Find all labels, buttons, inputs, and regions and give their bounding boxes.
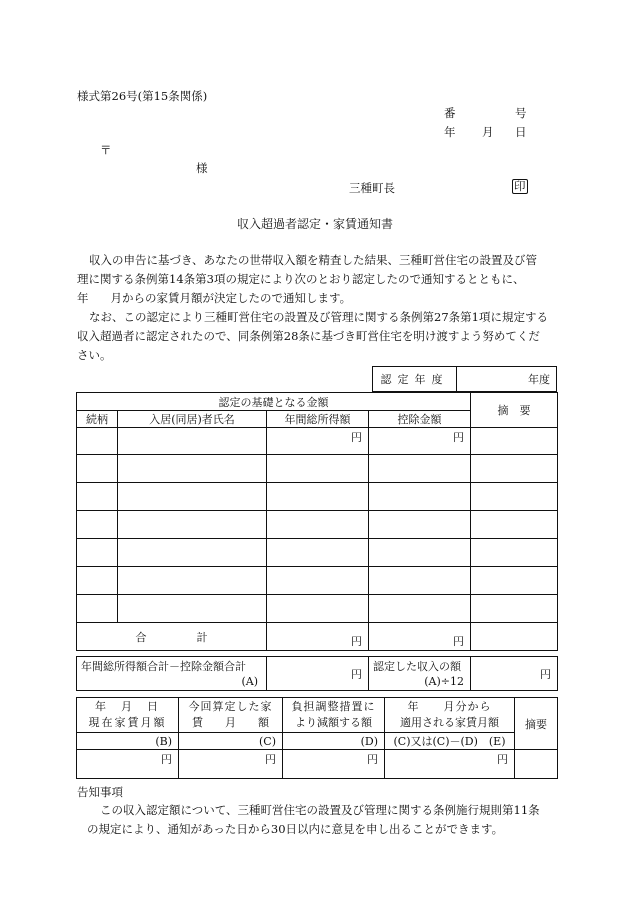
rent-col1-header <box>77 698 179 733</box>
calc-a-code: (A) <box>241 674 258 688</box>
total-deduction-yen: 円 <box>369 623 471 651</box>
p1-line2: 理に関する条例第14条第3項の規定により次のとおり認定したので通知するとともに、 <box>77 272 525 286</box>
p1-line1: 収入の申告に基づき、あなたの世帯収入額を精査した結果、三種町営住宅の設置及び管 <box>89 253 538 267</box>
rent-e-yen: 円 <box>385 750 515 779</box>
date-month: 月 <box>482 125 494 139</box>
p1-rest: 月からの家賃月額が決定したので通知します。 <box>110 291 352 305</box>
p2-line3: さい。 <box>77 348 112 362</box>
rent-col3-l1: 負担調整措置に <box>291 700 376 713</box>
p1-year: 年 <box>77 291 89 305</box>
total-income-yen: 円 <box>267 623 369 651</box>
table-row <box>77 511 558 539</box>
notice-heading: 告知事項 <box>77 785 123 799</box>
rent-remarks-header: 摘要 <box>515 698 558 750</box>
number-suffix: 号 <box>515 106 527 120</box>
rent-col2-header <box>179 698 283 733</box>
body-paragraphs <box>77 251 559 365</box>
cert-year-label: 認定年度 <box>373 367 457 392</box>
rent-col4-l1: 年 月分から <box>407 700 492 713</box>
document-title: 収入超過者認定・家賃通知書 <box>236 217 393 231</box>
number-label: 番 <box>444 106 456 120</box>
addressee-suffix: 様 <box>196 161 208 175</box>
table-row <box>77 567 558 595</box>
seal-text: 印 <box>514 179 526 193</box>
rent-col3-l2: より減額する額 <box>295 716 372 729</box>
rent-table <box>76 697 558 779</box>
rent-col4-l2: 適用される家賃月額 <box>400 716 499 729</box>
seal-mark <box>512 179 528 194</box>
remarks-header: 摘 要 <box>471 393 558 428</box>
p2-line2: 収入超過者に認定されたので、同条例第28条に基づき町営住宅を明け渡すよう努めてくだ <box>77 329 540 343</box>
calc-a-line1: 年間総所得額合計－控除金額合計 <box>81 659 246 673</box>
date-year: 年 <box>444 125 456 139</box>
rent-col2-l2: 賃 月 額 <box>192 716 269 729</box>
calc-a-yen: 円 <box>267 657 369 691</box>
rent-c-yen: 円 <box>179 750 283 779</box>
rent-col1-l2: 現在家賃月額 <box>88 716 167 729</box>
table-row <box>77 595 558 623</box>
p2-line1: なお、この認定により三種町営住宅の設置及び管理に関する条例第27条第1項に規定する <box>89 310 548 324</box>
sender-name: 三種町長 <box>349 181 395 195</box>
rent-col4-header <box>385 698 515 733</box>
calc-b-label <box>369 657 471 691</box>
rent-code-d: (D) <box>283 733 385 750</box>
notice-line1: この収入認定額について、三種町営住宅の設置及び管理に関する条例施行規則第11条 <box>100 803 540 817</box>
col-name: 入居(同居)者氏名 <box>118 411 267 428</box>
calc-b-line1: 認定した収入の額 <box>373 659 461 673</box>
calc-a-label <box>77 657 267 691</box>
rent-col2-l1: 今回算定した家 <box>188 700 273 713</box>
notice-line2: の規定により、通知があった日から30日以内に意見を申し出ることができます。 <box>87 822 504 836</box>
table-row <box>77 539 558 567</box>
total-row <box>77 623 558 651</box>
cert-year-table <box>372 366 557 392</box>
table-row <box>77 455 558 483</box>
yen-unit: 円 <box>267 428 369 455</box>
income-table <box>76 392 558 651</box>
notice-body <box>77 801 567 839</box>
calc-b-yen: 円 <box>471 657 558 691</box>
rent-code-c: (C) <box>179 733 283 750</box>
p1-line3 <box>77 289 559 308</box>
table-row <box>77 483 558 511</box>
income-group-header: 認定の基礎となる金額 <box>77 393 471 411</box>
postal-mark: 〒 <box>100 143 112 157</box>
table-row <box>77 750 558 779</box>
cert-year-value: 年度 <box>457 367 557 392</box>
rent-b-yen: 円 <box>77 750 179 779</box>
rent-col1-l1: 年 月 日 <box>95 700 160 713</box>
col-relation: 続柄 <box>77 411 118 428</box>
rent-code-b: (B) <box>77 733 179 750</box>
total-label <box>77 623 267 651</box>
date-day: 日 <box>515 125 527 139</box>
calc-b-code: (A)÷12 <box>424 674 464 688</box>
total-label-2: 計 <box>196 630 208 644</box>
rent-code-e: (C)又は(C)－(D) (E) <box>385 733 515 750</box>
total-label-1: 合 <box>135 630 147 644</box>
col-income: 年間総所得額 <box>267 411 369 428</box>
rent-d-yen: 円 <box>283 750 385 779</box>
table-row <box>77 428 558 455</box>
calc-table <box>76 656 558 691</box>
yen-unit: 円 <box>369 428 471 455</box>
form-number: 様式第26号(第15条関係) <box>77 89 208 103</box>
col-deduction: 控除金額 <box>369 411 471 428</box>
rent-col3-header <box>283 698 385 733</box>
